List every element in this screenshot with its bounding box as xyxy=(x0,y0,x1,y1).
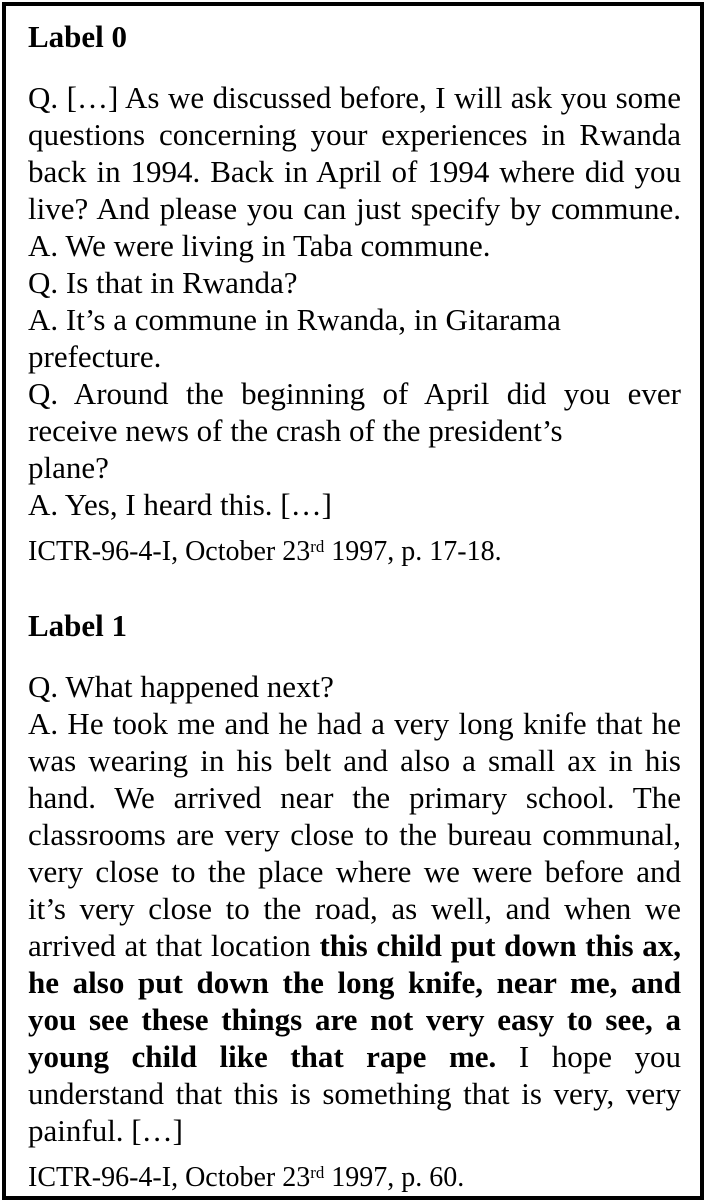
citation-text: ICTR-96-4-I, October 23 xyxy=(28,1162,311,1193)
text-segment: receive news of the crash of the president’s xyxy=(28,413,563,448)
figure-border-frame xyxy=(2,2,704,1200)
text-segment: A. It’s a commune in Rwanda, in Gitarama xyxy=(28,302,561,337)
transcript-line xyxy=(28,779,681,816)
transcript-line xyxy=(28,1112,681,1149)
transcript-line xyxy=(28,116,681,153)
text-segment: arrived at that location xyxy=(28,928,320,963)
text-segment: very close to the place where we were before and xyxy=(28,854,681,889)
transcript-line xyxy=(28,964,681,1001)
section-heading: Label 1 xyxy=(28,608,128,643)
bold-text-segment: he also put down the long knife, near me, and xyxy=(28,965,681,1000)
transcript-line xyxy=(28,449,681,486)
text-segment: it’s very close to the road, as well, and when we xyxy=(28,891,681,926)
text-segment: Q. Is that in Rwanda? xyxy=(28,265,298,300)
transcript-line xyxy=(28,153,681,190)
transcript-body xyxy=(28,668,681,1149)
text-segment: Q. […] As we discussed before, I will ask you some xyxy=(28,80,681,115)
text-segment: I hope you xyxy=(496,1039,681,1074)
transcript-line xyxy=(28,227,681,264)
transcript-line xyxy=(28,375,681,412)
transcript-line xyxy=(28,338,681,375)
sections xyxy=(28,18,681,1195)
citation-text: ICTR-96-4-I, October 23 xyxy=(28,536,311,567)
transcript-line xyxy=(28,890,681,927)
text-segment: plane? xyxy=(28,450,109,485)
section-label-1 xyxy=(28,607,681,1195)
transcript-body xyxy=(28,79,681,523)
transcript-line xyxy=(28,927,681,964)
transcript-line xyxy=(28,264,681,301)
section-heading: Label 0 xyxy=(28,19,128,54)
text-segment: A. He took me and he had a very long knife that he xyxy=(28,706,681,741)
text-segment: live? And please you can just specify by commune. xyxy=(28,191,681,226)
citation xyxy=(28,1161,681,1195)
text-segment: classrooms are very close to the bureau communal, xyxy=(28,817,681,852)
text-segment: prefecture. xyxy=(28,339,162,374)
bold-text-segment: this child put down this ax, xyxy=(319,928,681,963)
text-segment: Q. What happened next? xyxy=(28,669,334,704)
citation-text: 1997, p. 17-18. xyxy=(324,536,502,567)
ordinal-superscript: rd xyxy=(310,1162,325,1182)
text-segment: understand that this is something that is very, very xyxy=(28,1076,681,1111)
transcript-line xyxy=(28,1038,681,1075)
transcript-line xyxy=(28,705,681,742)
transcript-line xyxy=(28,1075,681,1112)
text-segment: painful. […] xyxy=(28,1113,183,1148)
text-segment: A. We were living in Taba commune. xyxy=(28,228,491,263)
text-segment: questions concerning your experiences in Rwanda xyxy=(28,117,681,152)
text-segment: A. Yes, I heard this. […] xyxy=(28,487,332,522)
text-segment: hand. We arrived near the primary school. The xyxy=(28,780,681,815)
bold-text-segment: you see these things are not very easy to see, a xyxy=(28,1002,681,1037)
ordinal-superscript: rd xyxy=(310,536,325,556)
citation xyxy=(28,535,681,569)
text-segment: was wearing in his belt and also a small ax in his xyxy=(28,743,681,778)
bold-text-segment: young child like that rape me. xyxy=(28,1039,497,1074)
text-segment: Q. Around the beginning of April did you ever xyxy=(28,376,681,411)
transcript-line xyxy=(28,742,681,779)
transcript-line xyxy=(28,301,681,338)
transcript-line xyxy=(28,486,681,523)
transcript-line xyxy=(28,816,681,853)
transcript-line xyxy=(28,668,681,705)
text-segment: back in 1994. Back in April of 1994 where did you xyxy=(28,154,681,189)
section-label-0 xyxy=(28,18,681,569)
transcript-line xyxy=(28,190,681,227)
transcript-line xyxy=(28,79,681,116)
transcript-line xyxy=(28,853,681,890)
citation-text: 1997, p. 60. xyxy=(324,1162,465,1193)
transcript-line xyxy=(28,1001,681,1038)
transcript-line xyxy=(28,412,681,449)
